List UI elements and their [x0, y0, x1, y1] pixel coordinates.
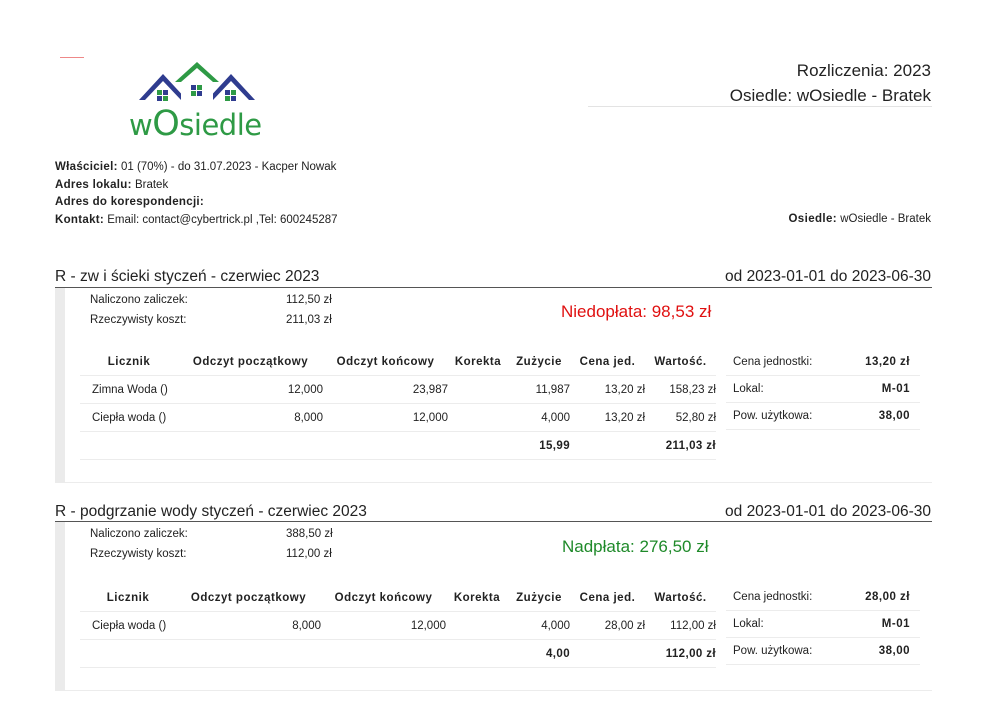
table-total-row	[80, 432, 716, 460]
estate-label: Osiedle:	[788, 213, 838, 225]
section-period: od 2023-01-01 do 2023-06-30	[725, 268, 931, 285]
unit-price: 13,20 zł	[570, 376, 645, 404]
table-row	[80, 376, 716, 404]
wosiedle-logo	[125, 60, 275, 144]
section-period: od 2023-01-01 do 2023-06-30	[725, 503, 931, 520]
advances-label: Naliczono zaliczek:	[90, 294, 188, 306]
side-row	[726, 376, 920, 403]
decorative-mark	[60, 57, 84, 58]
end-reading: 23,987	[323, 376, 448, 404]
side-row	[726, 584, 920, 611]
table-header-row	[80, 584, 716, 612]
summary-labels	[90, 524, 188, 564]
meter-table	[80, 348, 716, 460]
row-value: 112,00 zł	[645, 612, 716, 640]
unit-info-table	[726, 349, 920, 430]
correction	[448, 404, 508, 432]
start-reading: 8,000	[178, 404, 323, 432]
section-side-bar	[55, 287, 65, 483]
meter-name: Ciepła woda ()	[80, 612, 176, 640]
table-row	[80, 612, 716, 640]
meter-name: Zimna Woda ()	[80, 376, 178, 404]
unit-price-label: Cena jednostki:	[726, 349, 845, 376]
col-usage: Zużycie	[516, 355, 562, 368]
summary-values	[286, 290, 332, 330]
col-start-reading: Odczyt początkowy	[192, 355, 309, 368]
advances-value: 112,50 zł	[286, 294, 332, 306]
col-meter: Licznik	[107, 355, 151, 368]
report-title: Rozliczenia: 2023	[796, 61, 931, 80]
table-total-row	[80, 640, 716, 668]
unit-price: 28,00 zł	[570, 612, 645, 640]
total-value: 211,03 zł	[645, 432, 716, 460]
total-usage: 15,99	[508, 432, 570, 460]
col-value: Wartość.	[654, 591, 707, 604]
summary-labels	[90, 290, 188, 330]
report-header	[730, 58, 931, 108]
cost-value: 112,00 zł	[286, 548, 332, 560]
address-value: Bratek	[134, 178, 169, 191]
usable-area-value: 38,00	[845, 638, 920, 665]
unit-price-label: Cena jednostki:	[726, 584, 845, 611]
estate-title: Osiedle: wOsiedle - Bratek	[729, 86, 931, 105]
estate-value: wOsiedle - Bratek	[840, 213, 931, 225]
mail-address-label: Adres do korespondencji:	[55, 196, 205, 208]
unit-info-table	[726, 584, 920, 665]
col-end-reading: Odczyt końcowy	[334, 591, 433, 604]
col-correction: Korekta	[454, 355, 502, 368]
end-reading: 12,000	[321, 612, 446, 640]
premises-label: Lokal:	[726, 611, 845, 638]
premises-label: Lokal:	[726, 376, 845, 403]
estate-info	[788, 213, 931, 225]
premises-value: M-01	[845, 611, 920, 638]
cost-label: Rzeczywisty koszt:	[90, 314, 187, 326]
balance-underpayment: Niedopłata: 98,53 zł	[561, 302, 712, 321]
side-row	[726, 349, 920, 376]
owner-value: 01 (70%) - do 31.07.2023 - Kacper Nowak	[120, 161, 337, 173]
col-value: Wartość.	[654, 355, 707, 368]
col-unit-price: Cena jed.	[579, 591, 636, 604]
section-rule	[55, 521, 932, 522]
usable-area-value: 38,00	[845, 403, 920, 430]
col-correction: Korekta	[453, 591, 501, 604]
col-end-reading: Odczyt końcowy	[336, 355, 435, 368]
total-usage: 4,00	[508, 640, 570, 668]
table-header-row	[80, 348, 716, 376]
side-row	[726, 638, 920, 665]
section-rule	[55, 287, 932, 288]
usable-area-label: Pow. użytkowa:	[726, 403, 845, 430]
correction	[448, 376, 508, 404]
total-value: 112,00 zł	[645, 640, 716, 668]
usage: 4,000	[508, 612, 570, 640]
section-title: R - zw i ścieki styczeń - czerwiec 2023	[55, 268, 320, 285]
end-reading: 12,000	[323, 404, 448, 432]
balance-overpayment: Nadpłata: 276,50 zł	[562, 537, 709, 556]
section-title: R - podgrzanie wody styczeń - czerwiec 2023	[55, 503, 367, 520]
contact-label: Kontakt:	[55, 213, 105, 226]
houses-logo-icon	[125, 60, 275, 110]
usage: 11,987	[508, 376, 570, 404]
unit-price-value: 28,00 zł	[845, 584, 920, 611]
col-meter: Licznik	[106, 591, 150, 604]
row-value: 52,80 zł	[645, 404, 716, 432]
section-side-bar	[55, 521, 65, 691]
start-reading: 12,000	[178, 376, 323, 404]
table-row	[80, 404, 716, 432]
advances-value: 388,50 zł	[286, 528, 333, 540]
cost-label: Rzeczywisty koszt:	[90, 548, 187, 560]
meter-table	[80, 584, 716, 668]
section-bottom-rule	[65, 482, 932, 483]
row-value: 158,23 zł	[645, 376, 716, 404]
side-row	[726, 403, 920, 430]
usage: 4,000	[508, 404, 570, 432]
col-start-reading: Odczyt początkowy	[190, 591, 307, 604]
usable-area-label: Pow. użytkowa:	[726, 638, 845, 665]
cost-value: 211,03 zł	[286, 314, 332, 326]
section-bottom-rule	[65, 690, 932, 691]
contact-value: Email: contact@cybertrick.pl ,Tel: 600245287	[107, 213, 338, 226]
meter-name: Ciepła woda ()	[80, 404, 178, 432]
owner-info	[55, 159, 338, 229]
logo-wordmark: wOsiedle	[129, 104, 262, 144]
header-divider	[588, 106, 932, 107]
address-label: Adres lokalu:	[55, 178, 132, 191]
owner-label: Właściciel:	[55, 161, 118, 173]
start-reading: 8,000	[176, 612, 321, 640]
col-usage: Zużycie	[516, 591, 562, 604]
unit-price: 13,20 zł	[570, 404, 645, 432]
summary-values	[286, 524, 333, 564]
unit-price-value: 13,20 zł	[845, 349, 920, 376]
correction	[446, 612, 508, 640]
side-row	[726, 611, 920, 638]
premises-value: M-01	[845, 376, 920, 403]
col-unit-price: Cena jed.	[579, 355, 636, 368]
advances-label: Naliczono zaliczek:	[90, 528, 188, 540]
